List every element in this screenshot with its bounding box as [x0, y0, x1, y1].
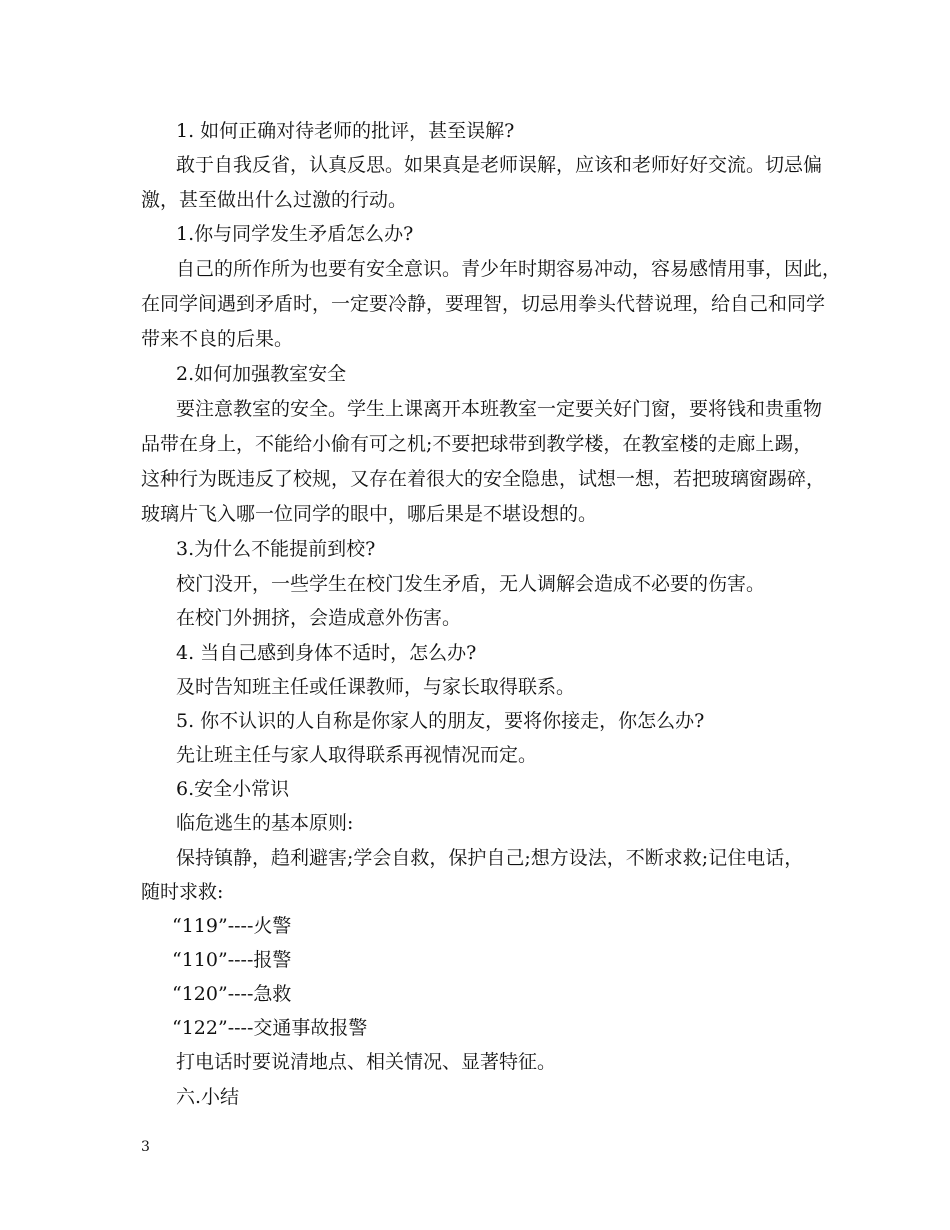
- answer-text: 激，甚至做出什么过激的行动。: [141, 189, 408, 211]
- phone-number-item: “120”----急救: [172, 983, 292, 1005]
- answer-text: 品带在身上，不能给小偷有可之机;不要把球带到教学楼，在教室楼的走廊上踢，: [141, 433, 813, 455]
- section-heading: 2.如何加强教室安全: [176, 363, 347, 385]
- body-text: 保持镇静，趋利避害;学会自救，保护自己;想方设法，不断求救;记住电话，: [176, 847, 804, 869]
- answer-text: 带来不良的后果。: [141, 328, 294, 350]
- answer-text: 要注意教室的安全。学生上课离开本班教室一定要关好门窗，要将钱和贵重物: [176, 398, 823, 420]
- answer-text: 自己的所作所为也要有安全意识。青少年时期容易冲动，容易感情用事，因此，: [176, 258, 842, 280]
- subheading-text: 临危逃生的基本原则:: [176, 812, 354, 834]
- section-heading: 六.小结: [176, 1086, 240, 1108]
- body-text: 打电话时要说清地点、相关情况、显著特征。: [176, 1051, 557, 1073]
- answer-text: 这种行为既违反了校规，又存在着很大的安全隐患，试想一想，若把玻璃窗踢碎，: [141, 468, 826, 490]
- question-text: 3.为什么不能提前到校?: [176, 538, 376, 560]
- answer-text: 玻璃片飞入哪一位同学的眼中，哪后果是不堪设想的。: [141, 503, 598, 525]
- page-number: 3: [141, 1139, 150, 1155]
- answer-text: 校门没开，一些学生在校门发生矛盾，无人调解会造成不必要的伤害。: [176, 573, 766, 595]
- question-text: 1.你与同学发生矛盾怎么办?: [176, 223, 414, 245]
- phone-number-item: “110”----报警: [172, 949, 292, 971]
- section-heading: 6.安全小常识: [176, 778, 290, 800]
- body-text: 随时求救:: [141, 881, 224, 903]
- answer-text: 敢于自我反省，认真反思。如果真是老师误解，应该和老师好好交流。切忌偏: [176, 154, 823, 176]
- question-text: 5. 你不认识的人自称是你家人的朋友，要将你接走，你怎么办?: [176, 710, 705, 732]
- question-text: 4. 当自己感到身体不适时，怎么办?: [176, 642, 477, 664]
- phone-number-item: “119”----火警: [172, 915, 292, 937]
- answer-text: 及时告知班主任或任课教师，与家长取得联系。: [176, 676, 576, 698]
- answer-text: 先让班主任与家人取得联系再视情况而定。: [176, 744, 538, 766]
- phone-number-item: “122”----交通事故报警: [172, 1017, 368, 1039]
- answer-text: 在校门外拥挤，会造成意外伤害。: [176, 607, 462, 629]
- answer-text: 在同学间遇到矛盾时，一定要冷静，要理智，切忌用拳头代替说理，给自己和同学: [141, 293, 826, 315]
- question-text: 1. 如何正确对待老师的批评，甚至误解?: [176, 120, 515, 142]
